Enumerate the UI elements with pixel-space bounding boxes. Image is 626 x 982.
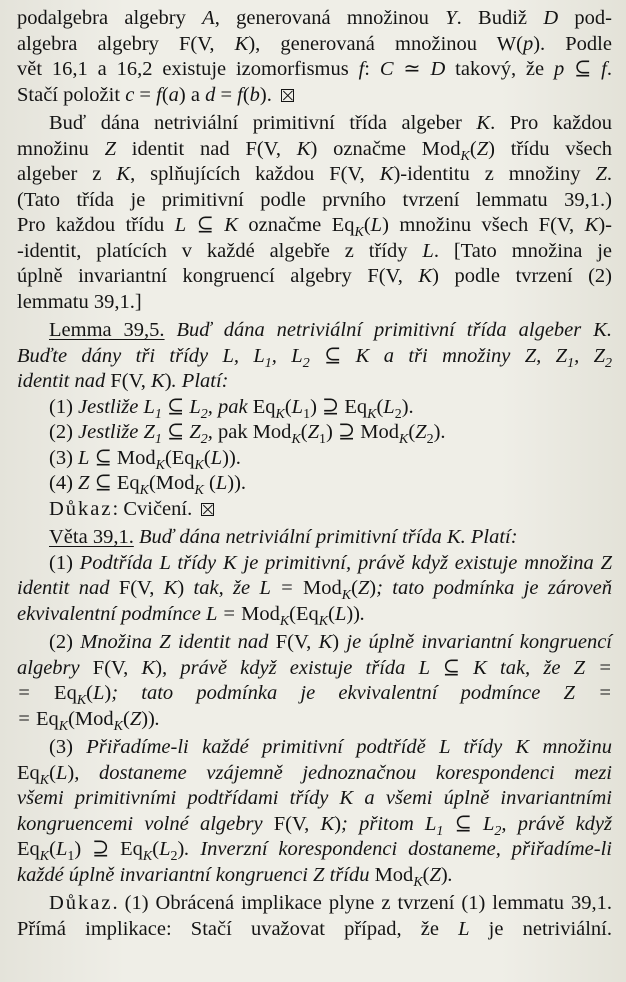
text-line: každé úplně invariantní kongruenci Z třídu Mod$_K$(Z). xyxy=(17,863,453,890)
proof-line: Důkaz. (1) Obrácená implikace plyne z tvrzení (1) lemmatu 39,1. xyxy=(49,892,612,914)
qed-icon xyxy=(281,89,294,102)
text-line: lemmatu 39,1.] xyxy=(17,290,142,313)
text-line: Buďte dány tři třídy L, $L_1$, $L_2$ ⊆ K a tři množiny Z, $Z_1$, $Z_2$ xyxy=(17,344,612,371)
text-line: (2) Množina Z identit nad F(V, K) je úplně invariantní kongruencí xyxy=(49,631,612,653)
text-line: -identit, platících v každé algebře z třídy L. [Tato množina je xyxy=(17,239,612,262)
text-line: kongruencemi volné algebry F(V, K); přitom $L_1$ ⊆ $L_2$, právě když xyxy=(17,812,613,839)
text-line: množinu Z identit nad F(V, K) označme Mod$_K$(Z) třídu všech xyxy=(17,137,612,164)
text-line: podalgebra algebry A, generovaná množinou Y. Budiž D pod- xyxy=(17,7,613,29)
text-line: Buď dána netriviální primitivní třída algeber K. Pro každou xyxy=(49,112,612,134)
text-line: všemi primitivními podtřídami třídy K a všemi úplně invariantními xyxy=(17,787,612,809)
text-line: identit nad F(V, K). Platí: xyxy=(17,370,229,392)
text-line: Pro každou třídu L ⊆ K označme $Eq_K(L)$ množinu všech F(V, K)- xyxy=(17,214,612,241)
text-line: (1) Podtřída L třídy K je primitivní, právě když existuje množina Z xyxy=(49,551,612,574)
lemma-item-3: (3) L ⊆ $Mod_K(Eq_K(L))$. xyxy=(49,446,241,473)
lemma-heading: Lemma 39,5. Buď dána netriviální primitivní třída algeber K. xyxy=(49,319,612,341)
text-line: $Eq_K(L)$, dostaneme vzájemně jednoznačnou korespondenci mezi xyxy=(17,761,612,788)
text-line: (Tato třída je primitivní podle prvního tvrzení lemmatu 39,1.) xyxy=(17,188,612,211)
lemma-item-1: (1) Jestliže $L_1$ ⊆ $L_2$, pak $Eq_K(L_1)$ ⊇ $Eq_K(L_2)$. xyxy=(49,395,414,422)
lemma-item-2: (2) Jestliže $Z_1$ ⊆ $Z_2$, pak $Mod_K(Z_1)$ ⊇ $Mod_K(Z_2)$. xyxy=(49,421,446,448)
lemma-item-4: (4) Z ⊆ $Eq_K(Mod_K$ (L)). xyxy=(49,472,247,499)
text-line: algebra algebry F(V, K), generovaná množinou W(p). Podle xyxy=(17,32,612,55)
text-line: identit nad F(V, K) tak, že L = Mod$_K$(Z); tato podmínka je zároveň xyxy=(17,577,612,604)
text-line: = $Eq_K(L)$; tato podmínka je ekvivalentní podmínce Z = xyxy=(17,682,612,709)
theorem-heading: Věta 39,1. Buď dána netriviální primitivní třída K. Platí: xyxy=(49,526,518,548)
qed-icon xyxy=(201,503,214,516)
proof-line: Přímá implikace: Stačí uvažovat případ, že L je netriviální. xyxy=(17,917,612,940)
text-line: Stačí položit c = f(a) a d = f(b). xyxy=(17,83,612,109)
text-line: ekvivalentní podmínce $L = Mod_K(Eq_K(L))$. xyxy=(17,602,366,629)
text-line: úplně invariantní kongruencí algebry F(V, K) podle tvrzení (2) xyxy=(17,265,612,287)
text-line: = $Eq_K(Mod_K(Z))$. xyxy=(17,707,161,734)
text-line: algeber z K, splňujících každou F(V, K)-identitu z množiny Z. xyxy=(17,163,613,185)
text-line: algebry F(V, K), právě když existuje třída L ⊆ K tak, že Z = xyxy=(17,656,613,679)
text-line: $Eq_K(L_1)$ ⊇ $Eq_K(L_2)$. Inverzní korespondenci dostaneme, přiřadíme-li xyxy=(17,838,612,865)
text-line: (3) Přiřadíme-li každé primitivní podtřídě L třídy K množinu xyxy=(49,736,612,758)
text-line: vět 16,1 a 16,2 existuje izomorfismus f: C ≃ D takový, že p ⊆ f. xyxy=(17,58,612,80)
lemma-proof: Důkaz: Cvičení. xyxy=(17,497,612,523)
